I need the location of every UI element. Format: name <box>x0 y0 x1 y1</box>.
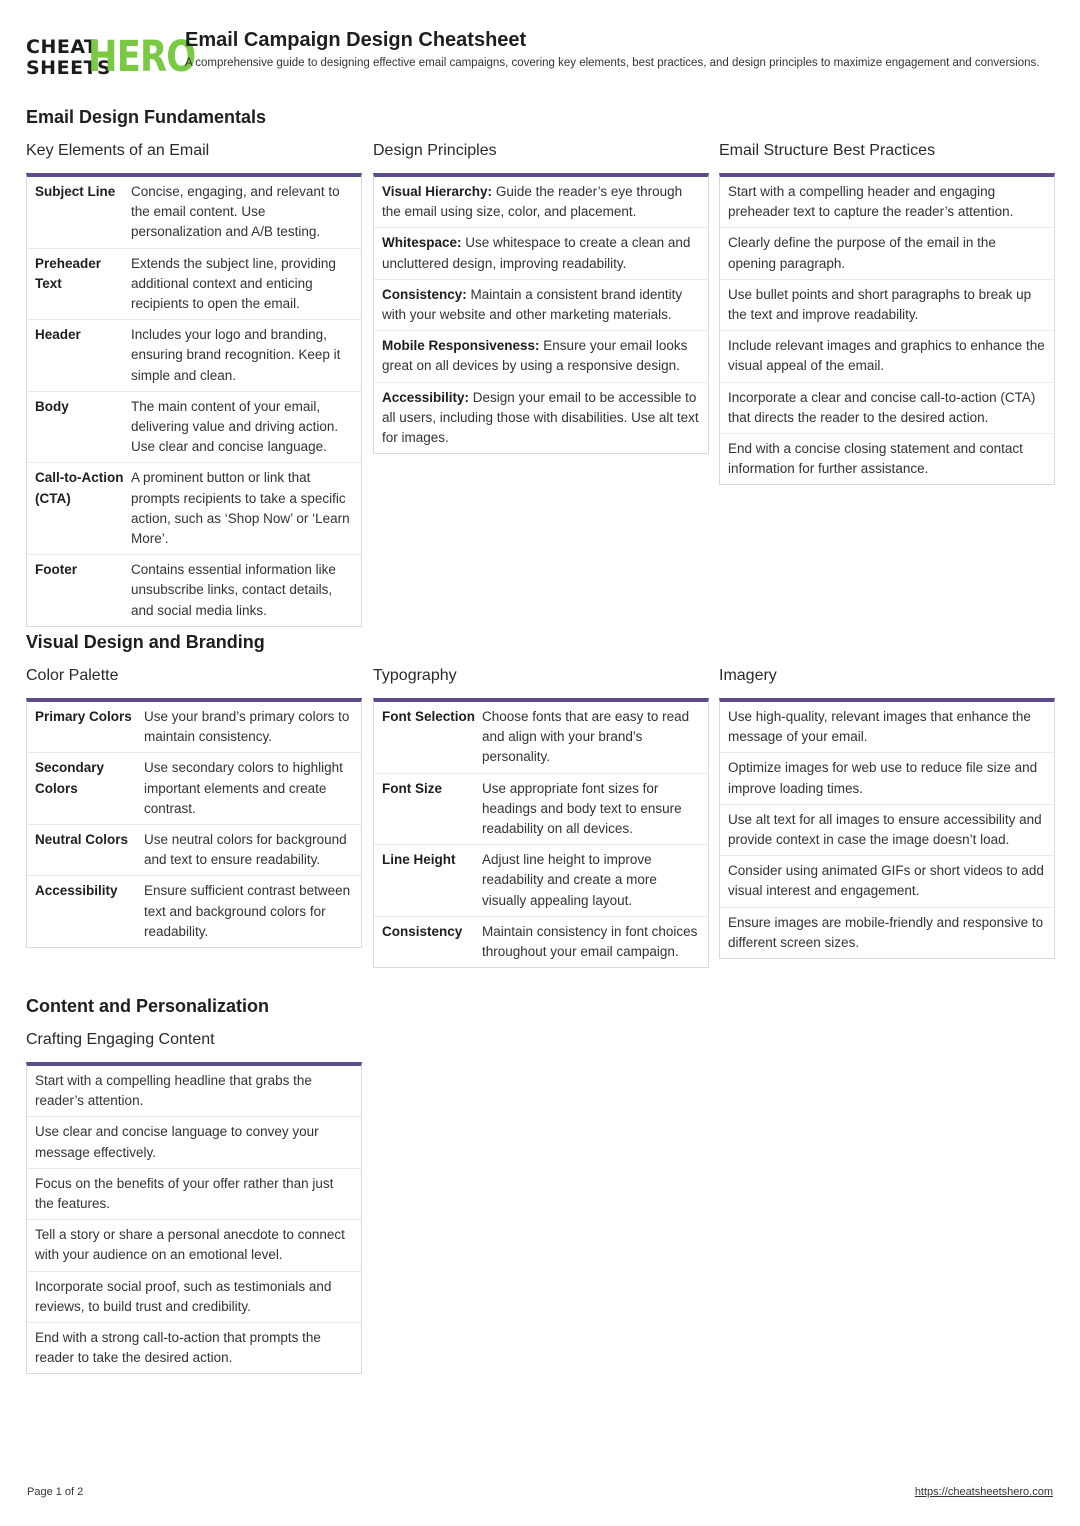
row-key: Preheader Text <box>35 255 102 291</box>
row-value: Use secondary colors to highlight important elements and create contrast. <box>144 760 343 816</box>
table-row <box>374 917 708 967</box>
table-row <box>27 392 361 464</box>
logo-text-bottom: SHEETS <box>26 57 112 79</box>
table-row <box>27 463 361 555</box>
card-body <box>26 1062 362 1374</box>
logo-text-hero: HERO <box>88 32 196 82</box>
row-value: Contains essential information like unsubscribe links, contact details, and social media links. <box>131 562 336 618</box>
page-number: Page 1 of 2 <box>27 1486 84 1498</box>
card-typography <box>373 665 709 968</box>
list-item: Clearly define the purpose of the email in the opening paragraph. <box>720 228 1054 279</box>
list-item: Use alt text for all images to ensure accessibility and provide context in case the image doesn’t load. <box>720 805 1054 856</box>
row-key: Secondary Colors <box>35 760 105 796</box>
card-body <box>719 698 1055 959</box>
row-value: Extends the subject line, providing additional context and enticing recipients to open the email. <box>131 255 336 312</box>
list-item: Consider using animated GIFs or short videos to add visual interest and engagement. <box>720 856 1054 907</box>
row-value: Maintain consistency in font choices throughout your email campaign. <box>482 923 698 960</box>
row-key: Neutral Colors <box>35 832 129 848</box>
page-title: Email Campaign Design Cheatsheet <box>185 29 527 51</box>
item-lead: Visual Hierarchy: <box>382 184 493 199</box>
card-body <box>26 698 362 948</box>
row-key: Accessibility <box>35 883 118 899</box>
row-key: Footer <box>35 562 77 578</box>
item-text: Maintain a consistent brand identity with your website and other marketing materials. <box>382 286 683 323</box>
item-lead: Accessibility: <box>382 389 470 405</box>
table-row <box>27 320 361 392</box>
card-title: Design Principles <box>373 142 497 159</box>
card-design-principles <box>373 140 709 454</box>
list-item <box>374 228 708 279</box>
list-item: End with a concise closing statement and contact information for further assistance. <box>728 441 1023 477</box>
card-title: Imagery <box>719 667 777 684</box>
list-item: End with a strong call-to-action that prompts the reader to take the desired action. <box>35 1330 321 1366</box>
table-row <box>27 702 361 753</box>
table-row <box>27 753 361 825</box>
site-link[interactable]: https://cheatsheetshero.com <box>914 1486 1053 1498</box>
table-row <box>27 249 361 321</box>
item-lead: Mobile Responsiveness: <box>382 338 540 354</box>
row-key: Header <box>35 327 81 343</box>
logo <box>26 32 196 82</box>
table-row <box>27 825 361 876</box>
logo-text-top: CHEAT <box>26 36 98 58</box>
list-item: Include relevant images and graphics to enhance the visual appeal of the email. <box>720 331 1054 382</box>
list-item: Tell a story or share a personal anecdote to connect with your audience on an emotional level. <box>27 1220 361 1271</box>
row-value: Use neutral colors for background and text to ensure readability. <box>144 832 347 868</box>
list-item: Incorporate social proof, such as testimonials and reviews, to build trust and credibility. <box>27 1272 361 1323</box>
row-value: A prominent button or link that prompts recipients to take a specific action, such as ‘Shop Now’ or ‘Learn More’. <box>131 470 350 547</box>
row-value: Use your brand’s primary colors to maintain consistency. <box>144 709 350 745</box>
row-key: Font Size <box>382 780 442 796</box>
list-item: Start with a compelling headline that grabs the reader’s attention. <box>27 1066 361 1117</box>
list-item <box>374 331 708 382</box>
section-title-fundamentals: Email Design Fundamentals <box>26 107 267 127</box>
list-item <box>374 280 708 331</box>
list-item: Incorporate a clear and concise call-to-action (CTA) that directs the reader to the desired action. <box>720 383 1054 434</box>
list-item: Ensure images are mobile-friendly and responsive to different screen sizes. <box>728 914 1044 950</box>
table-row <box>374 845 708 917</box>
card-color-palette <box>26 665 362 948</box>
card-title: Crafting Engaging Content <box>26 1031 215 1048</box>
row-value: Use appropriate font sizes for headings and body text to ensure readability on all devices. <box>482 780 682 837</box>
item-text: Ensure your email looks great on all devices by using a responsive design. <box>382 338 688 374</box>
row-value: The main content of your email, delivering value and driving action. Use clear and concise language. <box>131 398 339 455</box>
row-value: Adjust line height to improve readability and create a more visually appealing layout. <box>482 852 657 908</box>
card-title: Color Palette <box>26 667 119 684</box>
item-text: Design your email to be accessible to all users, including those with disabilities. Use alt text for images. <box>382 389 699 446</box>
row-value: Ensure sufficient contrast between text and background colors for readability. <box>144 883 351 939</box>
table-row <box>27 177 361 249</box>
table-row <box>27 876 361 947</box>
row-key: Line Height <box>382 852 456 868</box>
card-title: Typography <box>373 667 457 684</box>
card-structure-best-practices <box>719 140 1055 485</box>
item-text: Guide the reader’s eye through the email using size, color, and placement. <box>382 184 683 220</box>
card-imagery <box>719 665 1055 959</box>
table-row <box>374 774 708 846</box>
row-key: Font Selection <box>382 709 476 724</box>
card-body <box>373 173 709 454</box>
item-lead: Whitespace: <box>382 235 462 251</box>
item-text: Use whitespace to create a clean and uncluttered design, improving readability. <box>382 235 691 271</box>
row-value: Concise, engaging, and relevant to the email content. Use personalization and A/B testing. <box>131 184 340 240</box>
row-value: Choose fonts that are easy to read and align with your brand’s personality. <box>482 709 690 765</box>
list-item: Use clear and concise language to convey your message effectively. <box>27 1117 361 1168</box>
page-subtitle: A comprehensive guide to designing effective email campaigns, covering key elements, best practices, and design principles to maximize engagement and conversions. <box>185 57 1040 69</box>
card-body <box>26 173 362 627</box>
card-body <box>373 698 709 968</box>
card-key-elements <box>26 140 362 627</box>
row-key: Consistency <box>382 923 463 939</box>
row-key: Primary Colors <box>35 709 132 724</box>
card-body <box>719 173 1055 485</box>
table-row <box>27 555 361 626</box>
row-key: Call-to-Action (CTA) <box>35 470 124 506</box>
card-crafting-content <box>26 1029 362 1374</box>
row-value: Includes your logo and branding, ensuring brand recognition. Keep it simple and clean. <box>131 327 341 383</box>
list-item: Start with a compelling header and engaging preheader text to capture the reader’s attention. <box>720 177 1054 228</box>
list-item <box>374 383 708 454</box>
list-item: Use bullet points and short paragraphs to break up the text and improve readability. <box>720 280 1054 331</box>
list-item: Focus on the benefits of your offer rather than just the features. <box>27 1169 361 1220</box>
list-item: Use high-quality, relevant images that enhance the message of your email. <box>720 702 1054 753</box>
section-title-content: Content and Personalization <box>26 996 270 1016</box>
table-row <box>374 702 708 774</box>
list-item <box>374 177 708 228</box>
card-title: Email Structure Best Practices <box>719 142 936 159</box>
list-item: Optimize images for web use to reduce file size and improve loading times. <box>720 753 1054 804</box>
row-key: Body <box>35 398 69 414</box>
section-title-visual: Visual Design and Branding <box>26 632 265 652</box>
row-key: Subject Line <box>35 184 116 199</box>
item-lead: Consistency: <box>382 286 467 302</box>
card-title: Key Elements of an Email <box>26 142 210 159</box>
